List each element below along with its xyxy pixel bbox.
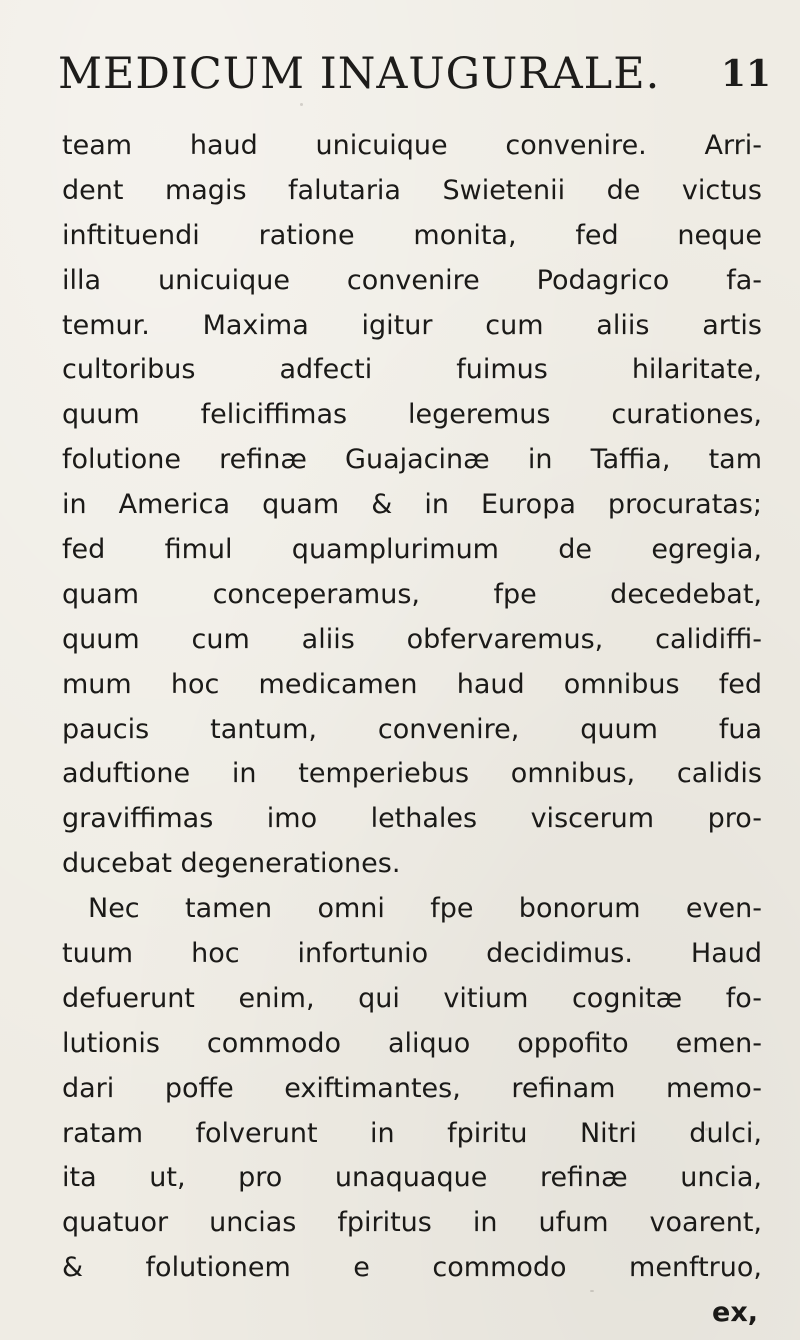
text-line: quatuor uncias fpiritus in ufum voarent,: [62, 1207, 762, 1239]
text-line: team haud unicuique convenire. Arri-: [62, 130, 762, 161]
text-line: quam conceperamus, fpe decedebat,: [62, 578, 762, 610]
text-line: paucis tantum, convenire, quum fua: [62, 713, 762, 745]
text-line: mum hoc medicamen haud omnibus fed: [62, 668, 762, 700]
text-line: illa unicuique convenire Podagrico fa-: [62, 264, 762, 296]
text-line: defuerunt enim, qui vitium cognitæ fo-: [62, 982, 762, 1014]
text-line: temur. Maxima igitur cum aliis artis: [62, 309, 762, 341]
text-line: cultoribus adfecti fuimus hilaritate,: [62, 354, 762, 386]
text-line: quum cum aliis obfervaremus, calidiffi-: [62, 623, 762, 655]
text-line: ita ut, pro unaquaque refinæ uncia,: [62, 1162, 762, 1194]
text-line: lutionis commodo aliquo oppofito emen-: [62, 1027, 762, 1059]
catchword: ex,: [712, 1297, 758, 1329]
paper-speck: [300, 103, 303, 106]
paper-speck: [590, 1290, 594, 1292]
text-line: dent magis falutaria Swietenii de victus: [62, 174, 762, 206]
text-line: dari poffe exiftimantes, refinam memo-: [62, 1072, 762, 1104]
body-text: [62, 124, 762, 1336]
text-line: graviffimas imo lethales viscerum pro-: [62, 803, 762, 835]
paper-speck: [705, 1128, 708, 1131]
page-number: 11: [721, 53, 772, 95]
running-title: MEDICUM INAUGURALE.: [58, 49, 661, 99]
text-line: fed fimul quamplurimum de egregia,: [62, 534, 762, 566]
text-line: ratam folverunt in fpiritu Nitri dulci,: [62, 1117, 762, 1149]
text-line: in America quam & in Europa procuratas;: [62, 489, 762, 521]
text-line: aduftione in temperiebus omnibus, calidis: [62, 758, 762, 790]
text-line: folutione refinæ Guajacinæ in Taffia, tam: [62, 444, 762, 476]
text-line: tuum hoc infortunio decidimus. Haud: [62, 938, 762, 970]
text-line: ducebat degenerationes.: [62, 848, 401, 880]
text-line: Nec tamen omni fpe bonorum even-: [88, 893, 762, 925]
running-head: [58, 44, 772, 104]
text-line: inftituendi ratione monita, fed neque: [62, 219, 762, 251]
text-line: & folutionem e commodo menftruo,: [62, 1252, 762, 1284]
text-line: quum feliciffimas legeremus curationes,: [62, 399, 762, 431]
